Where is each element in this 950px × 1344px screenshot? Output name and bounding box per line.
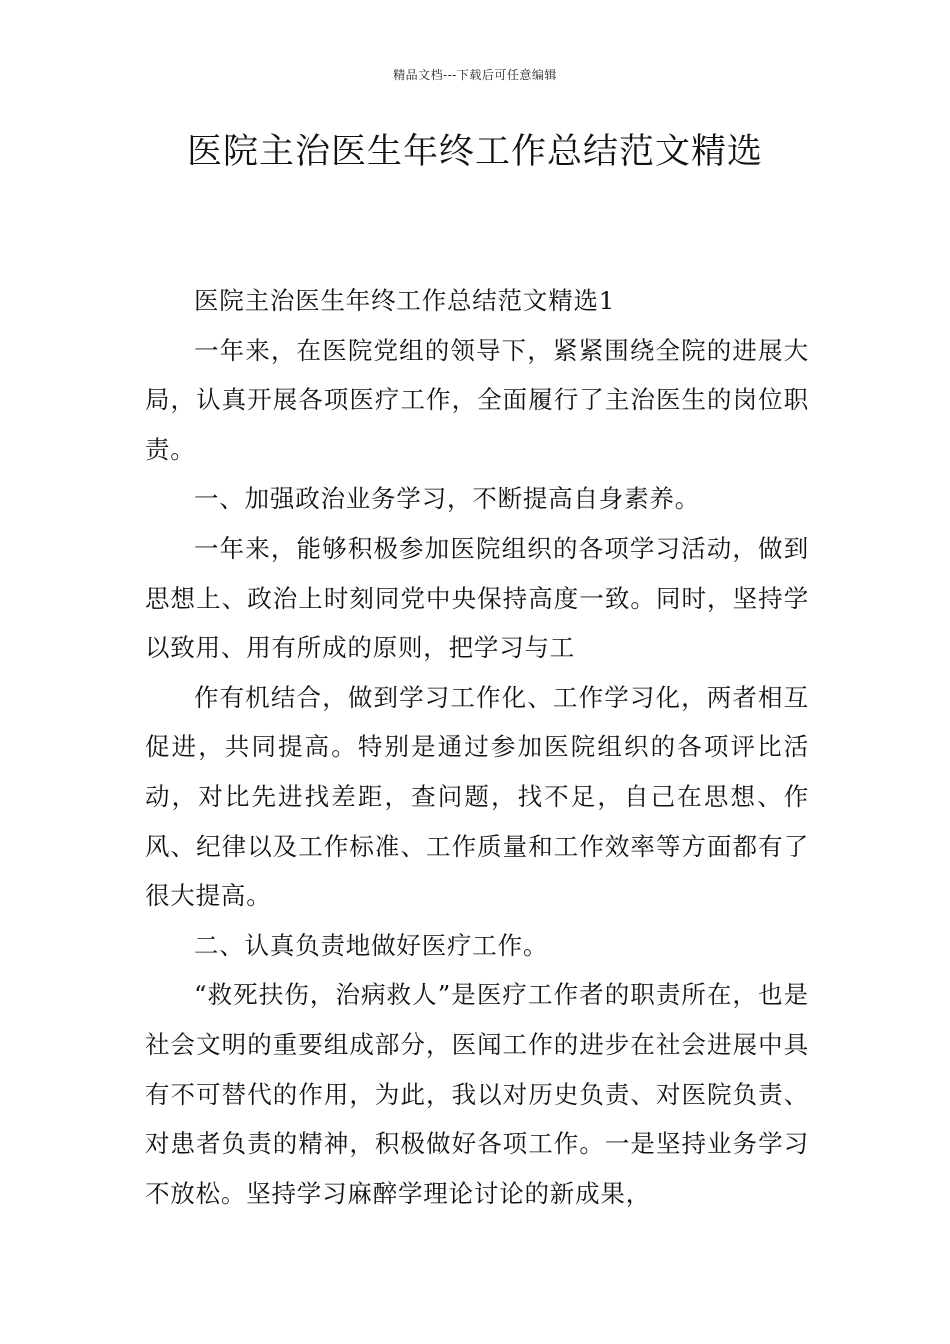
section-heading-1: 一、加强政治业务学习，不断提高自身素养。 (194, 484, 700, 514)
paragraph-study: 一年来，能够积极参加医院组织的各项学习活动，做到思想上、政治上时刻同党中央保持高度一致。同时，坚持学以致用、用有所成的原则，把学习与工 (145, 533, 809, 663)
paragraph-intro: 一年来，在医院党组的领导下，紧紧围绕全院的进展大局，认真开展各项医疗工作，全面履行了主治医生的岗位职责。 (145, 335, 809, 464)
document-body (145, 276, 809, 1218)
paragraph-medical-work: “救死扶伤，治病救人”是医疗工作者的职责所在，也是社会文明的重要组成部分，医闻工作的进步在社会进展中具有不可替代的作用，为此，我以对历史负责、对医院负责、对患者负责的精神，积极做好各项工作。一是坚持业务学习不放松。坚持学习麻醉学理论讨论的新成果， (145, 980, 809, 1208)
section-heading-2: 二、认真负责地做好医疗工作。 (194, 930, 549, 960)
document-title: 医院主治医生年终工作总结范文精选 (186, 132, 763, 172)
page-header: 精品文档---下载后可任意编辑 (393, 68, 557, 82)
paragraph-study-continued: 作有机结合，做到学习工作化、工作学习化，两者相互促进，共同提高。特别是通过参加医院组织的各项评比活动，对比先进找差距，查问题，找不足，自己在思想、作风、纪律以及工作标准、工作质量和工作效率等方面都有了很大提高。 (145, 682, 809, 911)
paragraph-subtitle: 医院主治医生年终工作总结范文精选1 (194, 286, 616, 315)
